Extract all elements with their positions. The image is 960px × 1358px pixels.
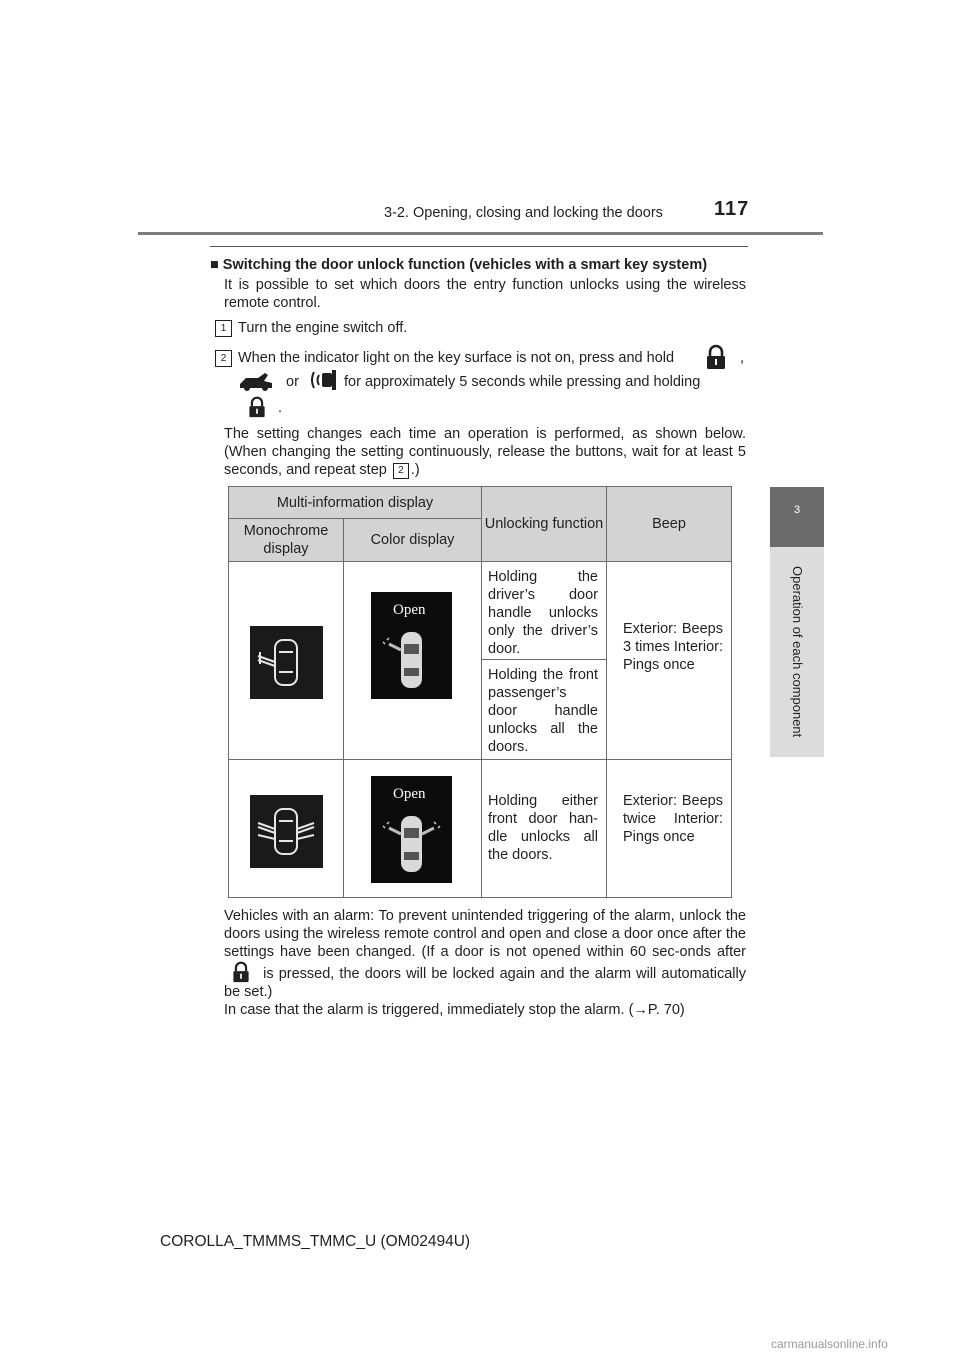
setting-note-end: .) <box>410 462 420 478</box>
lock-icon <box>230 961 252 983</box>
section-rule <box>210 246 748 247</box>
header-mono: Monochrome display <box>228 518 344 562</box>
row1-color-screen-text: Open <box>393 602 426 618</box>
mono-driver-door-open-image <box>250 626 323 699</box>
alarm-note-text-2: is pressed, the doors will be locked again and the alarm will automatically be set.) <box>224 966 746 1000</box>
header-unlocking: Unlocking function <box>481 486 607 562</box>
section-bullet: ■ <box>210 257 219 273</box>
color-driver-door-open-image <box>371 592 452 699</box>
row2-color-screen-text: Open <box>393 786 426 802</box>
trunk-open-icon <box>238 372 274 392</box>
header-rule <box>138 232 823 235</box>
step-ref-badge: 2 <box>393 463 409 479</box>
chapter-number: 3 <box>793 504 801 516</box>
alarm-stop-text: In case that the alarm is triggered, immediately stop the alarm. ( <box>224 1002 634 1018</box>
setting-note <box>224 425 746 479</box>
step-2-text-d: for approximately 5 seconds while pressing and holding <box>344 374 701 390</box>
step-2-text-e: . <box>278 400 283 416</box>
lock-icon <box>246 396 268 418</box>
step-2-text-b: , <box>740 350 745 366</box>
row1-unlocking-driver: Holding the driver’s door handle unlocks only the driver’s door. <box>481 561 607 660</box>
lock-icon <box>704 344 728 370</box>
arrow-right-icon: → <box>633 1002 648 1018</box>
section-intro: It is possible to set which doors the entry function unlocks using the wireless remote control. <box>224 277 746 311</box>
row1-mono-cell <box>228 561 344 760</box>
section-title <box>210 257 707 273</box>
watermark: carmanualsonline.info <box>771 1337 888 1351</box>
step-1-text: Turn the engine switch off. <box>238 320 408 336</box>
row2-mono-cell <box>228 759 344 898</box>
panic-alarm-icon <box>309 369 339 391</box>
alarm-note <box>224 907 746 1019</box>
header-beep: Beep <box>606 486 732 562</box>
step-2-text-c: or <box>286 374 299 390</box>
alarm-note-text: Vehicles with an alarm: To prevent unintended triggering of the alarm, unlock the doors using the wireless remote control and open and close a door once after the settings have been changed. (If a door is not opened within 60 sec-onds after <box>224 908 746 960</box>
row2-color-cell <box>343 759 482 898</box>
row1-color-cell <box>343 561 482 760</box>
footer-model-code: COROLLA_TMMMS_TMMC_U (OM02494U) <box>160 1233 471 1250</box>
chapter-label: Operation of each component <box>790 566 805 738</box>
page-ref-link[interactable]: P. 70) <box>647 1002 685 1018</box>
color-all-doors-open-image <box>371 776 452 883</box>
setting-note-text: The setting changes each time an operation is performed, as shown below. (When changing the setting continuously, release the buttons, wait for at least 5 seconds, and repeat step <box>224 426 746 478</box>
mono-all-doors-open-image <box>250 795 323 868</box>
header-color: Color display <box>343 518 482 562</box>
step-1-badge: 1 <box>215 320 232 337</box>
row1-beep: Exterior: Beeps 3 times Interior: Pings once <box>606 561 732 760</box>
step-2-text-a: When the indicator light on the key surface is not on, press and hold <box>238 350 675 366</box>
chapter-tab <box>770 487 824 547</box>
header-multi-info: Multi-information display <box>228 486 482 519</box>
page-number: 117 <box>714 198 750 220</box>
step-2-badge: 2 <box>215 350 232 367</box>
row2-beep: Exterior: Beeps twice Interior: Pings once <box>606 759 732 898</box>
unlock-function-table <box>228 486 732 898</box>
header-section-title: 3-2. Opening, closing and locking the doors <box>384 205 663 221</box>
row1-unlocking-passenger: Holding the front passenger’s door handle unlocks all the doors. <box>481 659 607 760</box>
section-title-text: Switching the door unlock function (vehicles with a smart key system) <box>222 257 708 273</box>
row2-unlocking: Holding either front door han-dle unlocks all the doors. <box>481 759 607 898</box>
